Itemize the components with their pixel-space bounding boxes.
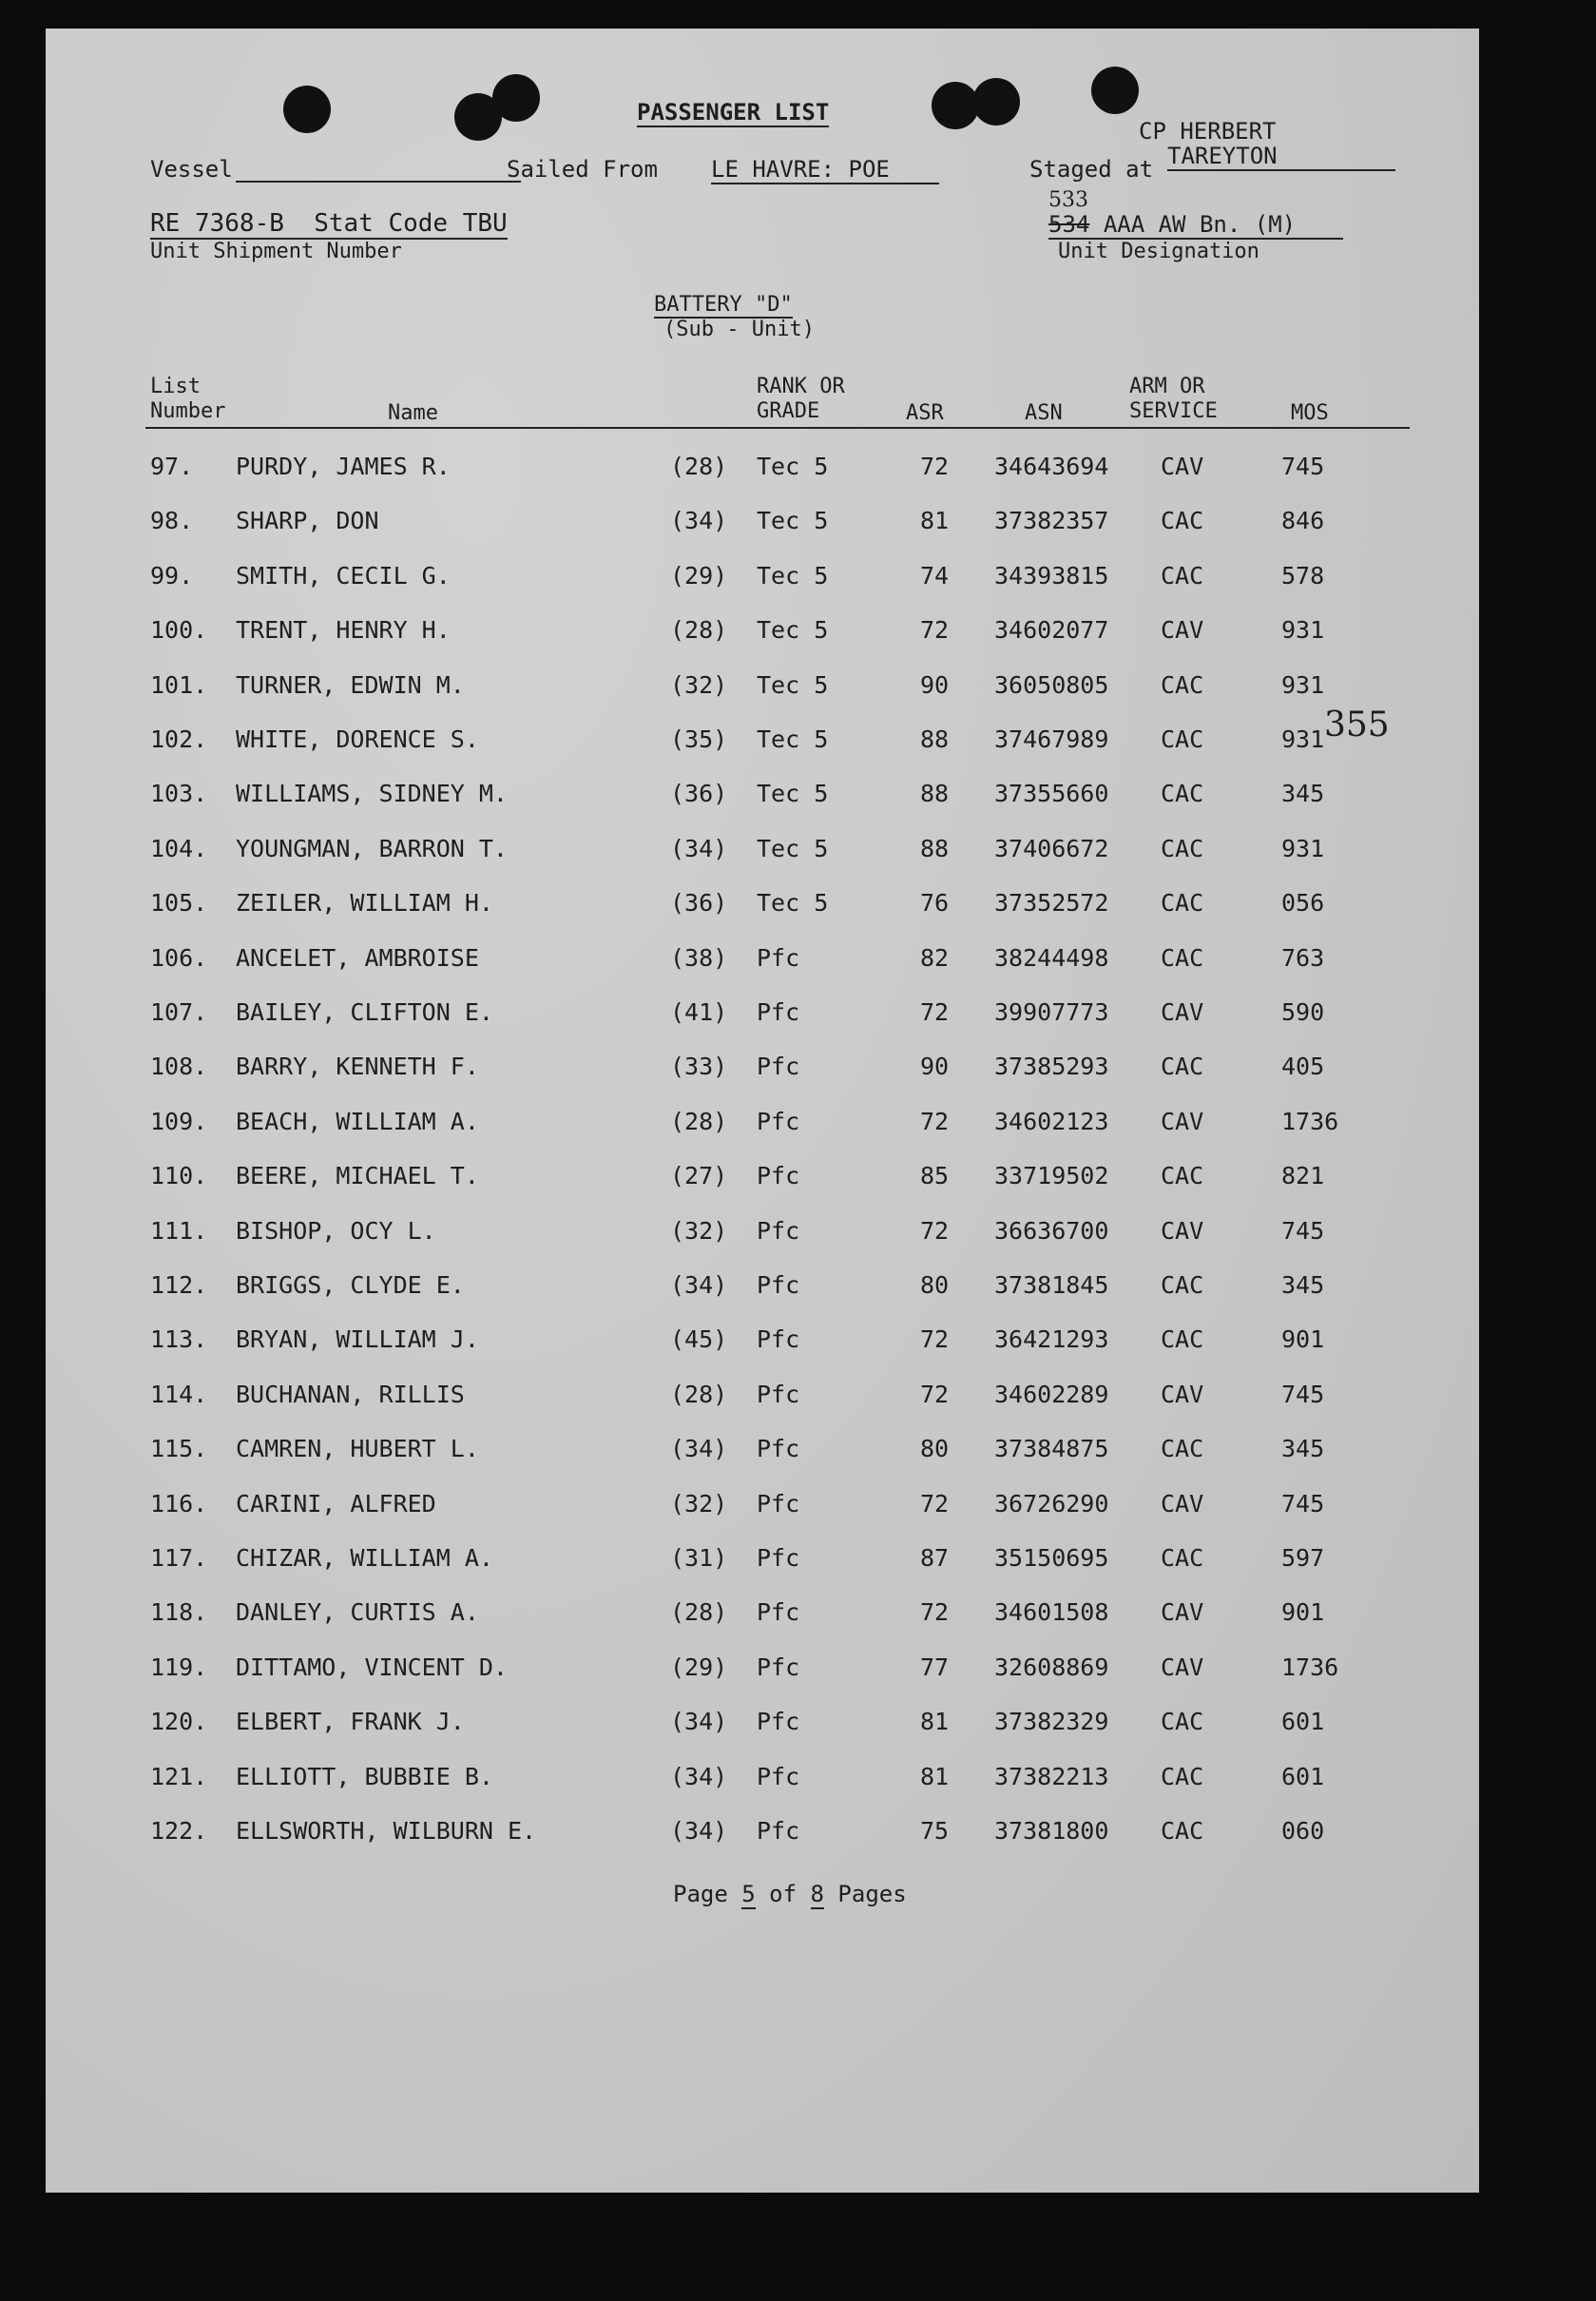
cell-asr: 72 <box>920 1216 950 1245</box>
cell-asr: 81 <box>920 1762 950 1790</box>
cell-asn: 34393815 <box>994 561 1109 590</box>
cell-asr: 74 <box>920 561 950 590</box>
col-mos: MOS <box>1291 401 1329 425</box>
cell-mos: 763 <box>1281 943 1325 972</box>
cell-arm: CAC <box>1161 889 1204 918</box>
cell-name: TURNER, EDWIN M. <box>236 670 465 699</box>
cell-age: (38) <box>670 943 728 972</box>
col-list-number-2: Number <box>150 399 226 423</box>
cell-rank: Pfc <box>757 1380 800 1408</box>
cell-num: 119. <box>150 1653 208 1681</box>
cell-num: 117. <box>150 1544 208 1572</box>
cell-name: CARINI, ALFRED <box>236 1489 436 1518</box>
cell-mos: 597 <box>1281 1544 1325 1572</box>
cell-arm: CAC <box>1161 943 1204 972</box>
cell-asr: 72 <box>920 998 950 1026</box>
cell-name: CAMREN, HUBERT L. <box>236 1435 479 1463</box>
cell-rank: Pfc <box>757 1435 800 1463</box>
sailed-from-value: LE HAVRE: POE <box>711 156 939 184</box>
cell-asr: 81 <box>920 1708 950 1736</box>
cell-asn: 37352572 <box>994 889 1109 918</box>
cell-asn: 34602077 <box>994 616 1109 645</box>
cell-num: 120. <box>150 1708 208 1736</box>
cell-mos: 821 <box>1281 1162 1325 1190</box>
cell-rank: Pfc <box>757 1053 800 1081</box>
cell-rank: Pfc <box>757 1107 800 1135</box>
cell-mos: 745 <box>1281 453 1325 480</box>
cell-asr: 85 <box>920 1162 950 1190</box>
cell-asn: 37382357 <box>994 507 1109 535</box>
col-asn: ASN <box>1025 401 1063 425</box>
table-row <box>46 998 1479 1036</box>
cell-name: BEACH, WILLIAM A. <box>236 1107 479 1135</box>
cell-age: (33) <box>670 1053 728 1081</box>
col-list-number-1: List <box>150 375 201 398</box>
cell-num: 111. <box>150 1216 208 1245</box>
cell-asr: 88 <box>920 834 950 862</box>
cell-name: ELBERT, FRANK J. <box>236 1708 465 1736</box>
table-row <box>46 1653 1479 1692</box>
cell-num: 98. <box>150 507 194 535</box>
cell-arm: CAV <box>1161 1489 1204 1518</box>
cell-mos: 345 <box>1281 780 1325 808</box>
cell-name: BUCHANAN, RILLIS <box>236 1380 465 1408</box>
cell-asn: 37381845 <box>994 1271 1109 1299</box>
cell-num: 118. <box>150 1598 208 1627</box>
cell-age: (34) <box>670 1762 728 1790</box>
cell-num: 115. <box>150 1435 208 1463</box>
cell-rank: Tec 5 <box>757 889 829 918</box>
cell-mos: 345 <box>1281 1435 1325 1463</box>
cell-asr: 90 <box>920 670 950 699</box>
cell-name: BAILEY, CLIFTON E. <box>236 998 493 1026</box>
punch-hole <box>972 78 1020 126</box>
cell-arm: CAV <box>1161 1216 1204 1245</box>
cell-arm: CAC <box>1161 1271 1204 1299</box>
cell-asr: 82 <box>920 943 950 972</box>
cell-rank: Pfc <box>757 1216 800 1245</box>
cell-arm: CAC <box>1161 780 1204 808</box>
cell-name: SMITH, CECIL G. <box>236 561 451 590</box>
cell-arm: CAC <box>1161 1325 1204 1354</box>
cell-mos: 931 <box>1281 834 1325 862</box>
cell-rank: Pfc <box>757 1817 800 1845</box>
cell-age: (28) <box>670 1107 728 1135</box>
cell-num: 108. <box>150 1053 208 1081</box>
cell-arm: CAC <box>1161 1544 1204 1572</box>
table-row <box>46 616 1479 654</box>
cell-rank: Tec 5 <box>757 507 829 535</box>
cell-arm: CAV <box>1161 616 1204 645</box>
cell-rank: Tec 5 <box>757 834 829 862</box>
cell-arm: CAC <box>1161 561 1204 590</box>
vessel-label: Vessel <box>150 156 233 183</box>
cell-rank: Tec 5 <box>757 616 829 645</box>
cell-age: (34) <box>670 1271 728 1299</box>
cell-name: ELLSWORTH, WILBURN E. <box>236 1817 537 1845</box>
vessel-line <box>236 181 521 183</box>
cell-asr: 72 <box>920 1380 950 1408</box>
cell-rank: Pfc <box>757 1325 800 1354</box>
cell-asr: 72 <box>920 1489 950 1518</box>
cell-mos: 745 <box>1281 1489 1325 1518</box>
cell-asn: 37385293 <box>994 1053 1109 1081</box>
cell-asr: 88 <box>920 725 950 753</box>
cell-age: (36) <box>670 780 728 808</box>
cell-rank: Pfc <box>757 1762 800 1790</box>
cell-name: ZEILER, WILLIAM H. <box>236 889 493 918</box>
table-row <box>46 1271 1479 1309</box>
cell-age: (29) <box>670 561 728 590</box>
cell-asn: 32608869 <box>994 1653 1109 1681</box>
staged-at-label: Staged at <box>1029 156 1154 183</box>
document-page <box>46 29 1479 2193</box>
cell-arm: CAC <box>1161 725 1204 753</box>
cell-asn: 37467989 <box>994 725 1109 753</box>
cell-num: 109. <box>150 1107 208 1135</box>
cell-asn: 37381800 <box>994 1817 1109 1845</box>
cell-age: (36) <box>670 889 728 918</box>
shipment-label: Unit Shipment Number <box>150 240 402 263</box>
cell-num: 106. <box>150 943 208 972</box>
cell-arm: CAC <box>1161 1817 1204 1845</box>
cell-asr: 77 <box>920 1653 950 1681</box>
cell-age: (34) <box>670 1708 728 1736</box>
cell-num: 102. <box>150 725 208 753</box>
cell-age: (28) <box>670 616 728 645</box>
cell-arm: CAV <box>1161 453 1204 480</box>
table-row <box>46 562 1479 600</box>
punch-hole <box>1091 67 1139 114</box>
cell-mos: 601 <box>1281 1708 1325 1736</box>
cell-mos: 931 <box>1281 670 1325 699</box>
cell-name: WHITE, DORENCE S. <box>236 725 479 753</box>
col-name: Name <box>388 401 438 425</box>
cell-asr: 81 <box>920 507 950 535</box>
cell-rank: Pfc <box>757 1653 800 1681</box>
cell-num: 103. <box>150 780 208 808</box>
table-row <box>46 1053 1479 1091</box>
cell-age: (32) <box>670 670 728 699</box>
cell-num: 105. <box>150 889 208 918</box>
cell-rank: Pfc <box>757 1544 800 1572</box>
cell-asn: 35150695 <box>994 1544 1109 1572</box>
cell-name: SHARP, DON <box>236 507 379 535</box>
cell-num: 100. <box>150 616 208 645</box>
cell-asr: 87 <box>920 1544 950 1572</box>
cell-mos: 745 <box>1281 1216 1325 1245</box>
cell-rank: Pfc <box>757 1162 800 1190</box>
staged-at-value-1: CP HERBERT <box>1139 118 1277 145</box>
header-rule <box>145 427 1410 429</box>
cell-age: (41) <box>670 998 728 1026</box>
cell-age: (45) <box>670 1325 728 1354</box>
col-rank-1: RANK OR <box>757 375 845 398</box>
handwritten-annotation: 355 <box>1324 706 1390 744</box>
cell-rank: Tec 5 <box>757 670 829 699</box>
cell-asr: 80 <box>920 1435 950 1463</box>
cell-mos: 846 <box>1281 507 1325 535</box>
cell-age: (28) <box>670 1380 728 1408</box>
table-row <box>46 1217 1479 1255</box>
cell-name: PURDY, JAMES R. <box>236 453 451 480</box>
cell-arm: CAC <box>1161 1162 1204 1190</box>
punch-hole <box>492 74 540 122</box>
cell-name: BARRY, KENNETH F. <box>236 1053 479 1081</box>
cell-num: 122. <box>150 1817 208 1845</box>
cell-num: 116. <box>150 1489 208 1518</box>
page-title: PASSENGER LIST <box>637 99 830 126</box>
cell-arm: CAC <box>1161 670 1204 699</box>
cell-arm: CAC <box>1161 1053 1204 1081</box>
col-asr: ASR <box>906 401 944 425</box>
cell-asn: 36636700 <box>994 1216 1109 1245</box>
sub-unit: BATTERY "D" <box>654 293 793 317</box>
cell-arm: CAC <box>1161 834 1204 862</box>
cell-num: 112. <box>150 1271 208 1299</box>
cell-age: (31) <box>670 1544 728 1572</box>
cell-num: 104. <box>150 834 208 862</box>
cell-asr: 72 <box>920 1325 950 1354</box>
cell-name: BRYAN, WILLIAM J. <box>236 1325 479 1354</box>
cell-age: (34) <box>670 507 728 535</box>
cell-arm: CAC <box>1161 1435 1204 1463</box>
table-row <box>46 1598 1479 1636</box>
cell-asn: 33719502 <box>994 1162 1109 1190</box>
cell-mos: 590 <box>1281 998 1325 1026</box>
cell-arm: CAV <box>1161 998 1204 1026</box>
cell-mos: 601 <box>1281 1762 1325 1790</box>
cell-rank: Tec 5 <box>757 453 829 480</box>
table-row <box>46 1325 1479 1363</box>
cell-asn: 38244498 <box>994 943 1109 972</box>
sub-unit-label: (Sub - Unit) <box>663 318 815 341</box>
cell-name: CHIZAR, WILLIAM A. <box>236 1544 493 1572</box>
cell-arm: CAC <box>1161 507 1204 535</box>
cell-num: 113. <box>150 1325 208 1354</box>
cell-num: 114. <box>150 1380 208 1408</box>
cell-num: 97. <box>150 453 194 480</box>
staged-at-value-2: TAREYTON <box>1167 143 1395 171</box>
table-row <box>46 1763 1479 1801</box>
col-arm-1: ARM OR <box>1129 375 1205 398</box>
cell-age: (35) <box>670 725 728 753</box>
cell-asr: 72 <box>920 616 950 645</box>
cell-age: (34) <box>670 834 728 862</box>
unit-correction: 533 <box>1048 188 1088 212</box>
shipment-number: RE 7368-B Stat Code TBU <box>150 209 508 238</box>
cell-asn: 36726290 <box>994 1489 1109 1518</box>
unit-designation-label: Unit Designation <box>1058 240 1259 263</box>
table-row <box>46 1544 1479 1582</box>
cell-name: BISHOP, OCY L. <box>236 1216 436 1245</box>
cell-num: 101. <box>150 670 208 699</box>
table-row <box>46 671 1479 709</box>
cell-num: 99. <box>150 561 194 590</box>
cell-mos: 931 <box>1281 616 1325 645</box>
cell-mos: 931 <box>1281 725 1325 753</box>
cell-asn: 34602289 <box>994 1380 1109 1408</box>
table-row <box>46 1108 1479 1146</box>
cell-asn: 34602123 <box>994 1107 1109 1135</box>
sailed-from-label: Sailed From <box>507 156 658 183</box>
page-footer: Page 5 of 8 Pages <box>673 1881 907 1907</box>
cell-rank: Pfc <box>757 1271 800 1299</box>
cell-mos: 901 <box>1281 1325 1325 1354</box>
cell-asn: 39907773 <box>994 998 1109 1026</box>
table-row <box>46 889 1479 927</box>
cell-rank: Pfc <box>757 1489 800 1518</box>
cell-arm: CAC <box>1161 1708 1204 1736</box>
cell-asn: 36050805 <box>994 670 1109 699</box>
cell-asr: 72 <box>920 1107 950 1135</box>
cell-age: (32) <box>670 1216 728 1245</box>
cell-asn: 37406672 <box>994 834 1109 862</box>
cell-arm: CAV <box>1161 1598 1204 1627</box>
cell-arm: CAV <box>1161 1380 1204 1408</box>
cell-age: (28) <box>670 453 728 480</box>
cell-asr: 90 <box>920 1053 950 1081</box>
cell-mos: 901 <box>1281 1598 1325 1627</box>
cell-rank: Pfc <box>757 943 800 972</box>
unit-designation: 534 AAA AW Bn. (M) <box>1048 211 1343 240</box>
table-row <box>46 835 1479 873</box>
table-row <box>46 1162 1479 1200</box>
cell-num: 110. <box>150 1162 208 1190</box>
cell-asn: 37382329 <box>994 1708 1109 1736</box>
cell-asr: 72 <box>920 1598 950 1627</box>
cell-mos: 1736 <box>1281 1653 1339 1681</box>
cell-asn: 34601508 <box>994 1598 1109 1627</box>
table-row <box>46 507 1479 545</box>
cell-rank: Tec 5 <box>757 725 829 753</box>
cell-asr: 80 <box>920 1271 950 1299</box>
cell-mos: 578 <box>1281 561 1325 590</box>
cell-asn: 37355660 <box>994 780 1109 808</box>
cell-arm: CAV <box>1161 1653 1204 1681</box>
cell-name: DITTAMO, VINCENT D. <box>236 1653 508 1681</box>
table-row <box>46 1490 1479 1528</box>
cell-age: (29) <box>670 1653 728 1681</box>
cell-mos: 060 <box>1281 1817 1325 1845</box>
cell-arm: CAV <box>1161 1107 1204 1135</box>
table-row <box>46 453 1479 491</box>
punch-hole <box>283 86 331 133</box>
col-rank-2: GRADE <box>757 399 820 423</box>
cell-num: 121. <box>150 1762 208 1790</box>
cell-name: BRIGGS, CLYDE E. <box>236 1271 465 1299</box>
cell-name: YOUNGMAN, BARRON T. <box>236 834 508 862</box>
cell-name: BEERE, MICHAEL T. <box>236 1162 479 1190</box>
table-row <box>46 780 1479 818</box>
cell-rank: Tec 5 <box>757 561 829 590</box>
cell-rank: Pfc <box>757 998 800 1026</box>
cell-age: (34) <box>670 1435 728 1463</box>
cell-asn: 34643694 <box>994 453 1109 480</box>
cell-name: TRENT, HENRY H. <box>236 616 451 645</box>
cell-mos: 745 <box>1281 1380 1325 1408</box>
cell-asn: 37384875 <box>994 1435 1109 1463</box>
cell-name: DANLEY, CURTIS A. <box>236 1598 479 1627</box>
cell-age: (32) <box>670 1489 728 1518</box>
cell-asr: 76 <box>920 889 950 918</box>
cell-age: (28) <box>670 1598 728 1627</box>
cell-mos: 405 <box>1281 1053 1325 1081</box>
cell-rank: Tec 5 <box>757 780 829 808</box>
cell-name: ANCELET, AMBROISE <box>236 943 479 972</box>
cell-arm: CAC <box>1161 1762 1204 1790</box>
cell-mos: 056 <box>1281 889 1325 918</box>
cell-mos: 345 <box>1281 1271 1325 1299</box>
table-row <box>46 1817 1479 1855</box>
cell-asn: 36421293 <box>994 1325 1109 1354</box>
cell-num: 107. <box>150 998 208 1026</box>
table-row <box>46 1381 1479 1419</box>
cell-mos: 1736 <box>1281 1107 1339 1135</box>
cell-name: ELLIOTT, BUBBIE B. <box>236 1762 493 1790</box>
cell-asr: 72 <box>920 453 950 480</box>
cell-age: (27) <box>670 1162 728 1190</box>
table-row <box>46 1435 1479 1473</box>
cell-asr: 88 <box>920 780 950 808</box>
table-row <box>46 944 1479 982</box>
cell-name: WILLIAMS, SIDNEY M. <box>236 780 508 808</box>
cell-asn: 37382213 <box>994 1762 1109 1790</box>
table-row <box>46 1708 1479 1746</box>
cell-asr: 75 <box>920 1817 950 1845</box>
cell-rank: Pfc <box>757 1708 800 1736</box>
col-arm-2: SERVICE <box>1129 399 1218 423</box>
table-row <box>46 725 1479 764</box>
cell-age: (34) <box>670 1817 728 1845</box>
cell-rank: Pfc <box>757 1598 800 1627</box>
